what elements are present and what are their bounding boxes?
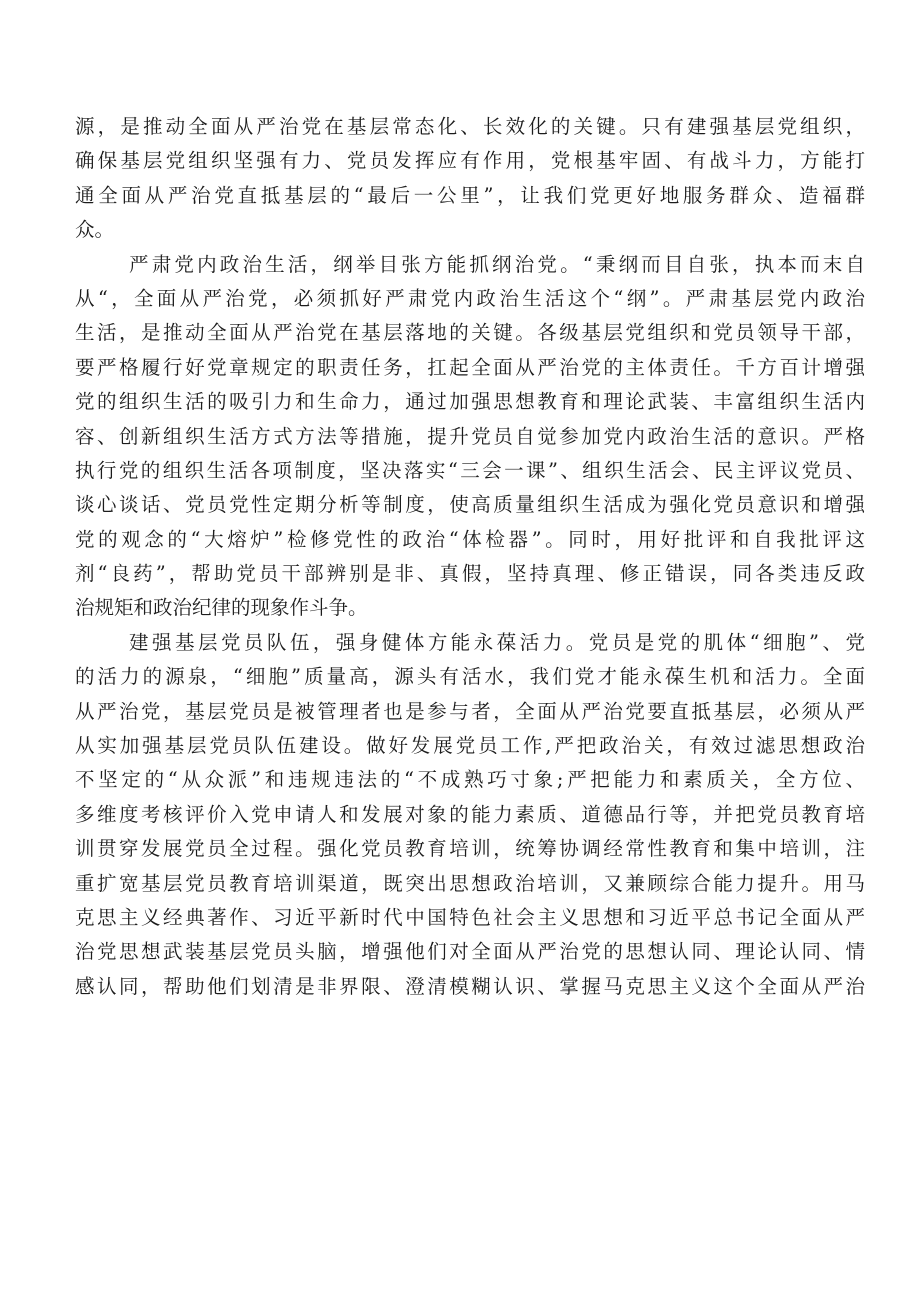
- text-line: 从“，全面从严治党，必须抓好严肃党内政治生活这个“纲”。严肃基层党内政治: [75, 286, 865, 310]
- paragraph-p1: [75, 110, 865, 248]
- text-line: 源，是推动全面从严治党在基层常态化、长效化的关键。只有建强基层党组织，: [75, 115, 865, 138]
- text-line: 训贯穿发展党员全过程。强化党员教育培训，统筹协调经常性教育和集中培训，注: [75, 837, 865, 861]
- text-line: 多维度考核评价入党申请人和发展对象的能力素质、道德品行等，并把党员教育培: [75, 802, 865, 826]
- text-line: 确保基层党组织坚强有力、党员发挥应有作用，党根基牢固、有战斗力，方能打: [75, 149, 865, 173]
- text-line: 党的组织生活的吸引力和生命力，通过加强思想教育和理论武装、丰富组织生活内: [75, 390, 865, 414]
- text-line: 重扩宽基层党员教育培训渠道，既突出思想政治培训，又兼顾综合能力提升。用马: [75, 871, 865, 895]
- text-line: 党的观念的“大熔炉”检修党性的政治“体检器”。同时，用好批评和自我批评这: [75, 527, 865, 551]
- text-line: 不坚定的“从众派”和违规违法的“不成熟巧寸象;严把能力和素质关，全方位、: [75, 768, 865, 792]
- document-page: [75, 110, 865, 1004]
- text-line: 剂“良药”，帮助党员干部辨别是非、真假，坚持真理、修正错误，同各类违反政: [75, 562, 865, 586]
- text-line: 执行党的组织生活各项制度，坚决落实“三会一课”、组织生活会、民主评议党员、: [75, 458, 865, 482]
- text-line: 生活，是推动全面从严治党在基层落地的关键。各级基层党组织和党员领导干部，: [75, 321, 865, 345]
- text-line: 建强基层党员队伍，强身健体方能永葆活力。党员是党的肌体“细胞”、党: [129, 630, 865, 654]
- text-line: 谈心谈话、党员党性定期分析等制度，使高质量组织生活成为强化党员意识和增强: [75, 493, 865, 517]
- text-line: 感认同，帮助他们划清是非界限、澄清模糊认识、掌握马克思主义这个全面从严治: [75, 974, 865, 998]
- text-line: 治规矩和政治纪律的现象作斗争。: [75, 596, 368, 620]
- paragraph-p3: [75, 626, 865, 1004]
- paragraph-p2: [75, 248, 865, 626]
- text-line: 克思主义经典著作、习近平新时代中国特色社会主义思想和习近平总书记全面从严: [75, 905, 865, 929]
- text-line: 通全面从严治党直抵基层的“最后一公里”，让我们党更好地服务群众、造福群: [75, 183, 865, 207]
- text-line: 严肃党内政治生活，纲举目张方能抓纲治党。“秉纲而目自张，执本而末自: [129, 252, 865, 276]
- text-line: 的活力的源泉，“细胞”质量高，源头有活水，我们党才能永葆生机和活力。全面: [75, 665, 865, 689]
- text-line: 容、创新组织生活方式方法等措施，提升党员自觉参加党内政治生活的意识。严格: [75, 424, 865, 448]
- text-line: 从实加强基层党员队伍建设。做好发展党员工作,严把政治关，有效过滤思想政治: [75, 734, 865, 758]
- text-line: 治党思想武装基层党员头脑，增强他们对全面从严治党的思想认同、理论认同、情: [75, 940, 865, 964]
- text-line: 众。: [75, 218, 115, 242]
- text-line: 从严治党，基层党员是被管理者也是参与者，全面从严治党要直抵基层，必须从严: [75, 699, 865, 723]
- text-line: 要严格履行好党章规定的职责任务，扛起全面从严治党的主体责任。千方百计增强: [75, 355, 865, 379]
